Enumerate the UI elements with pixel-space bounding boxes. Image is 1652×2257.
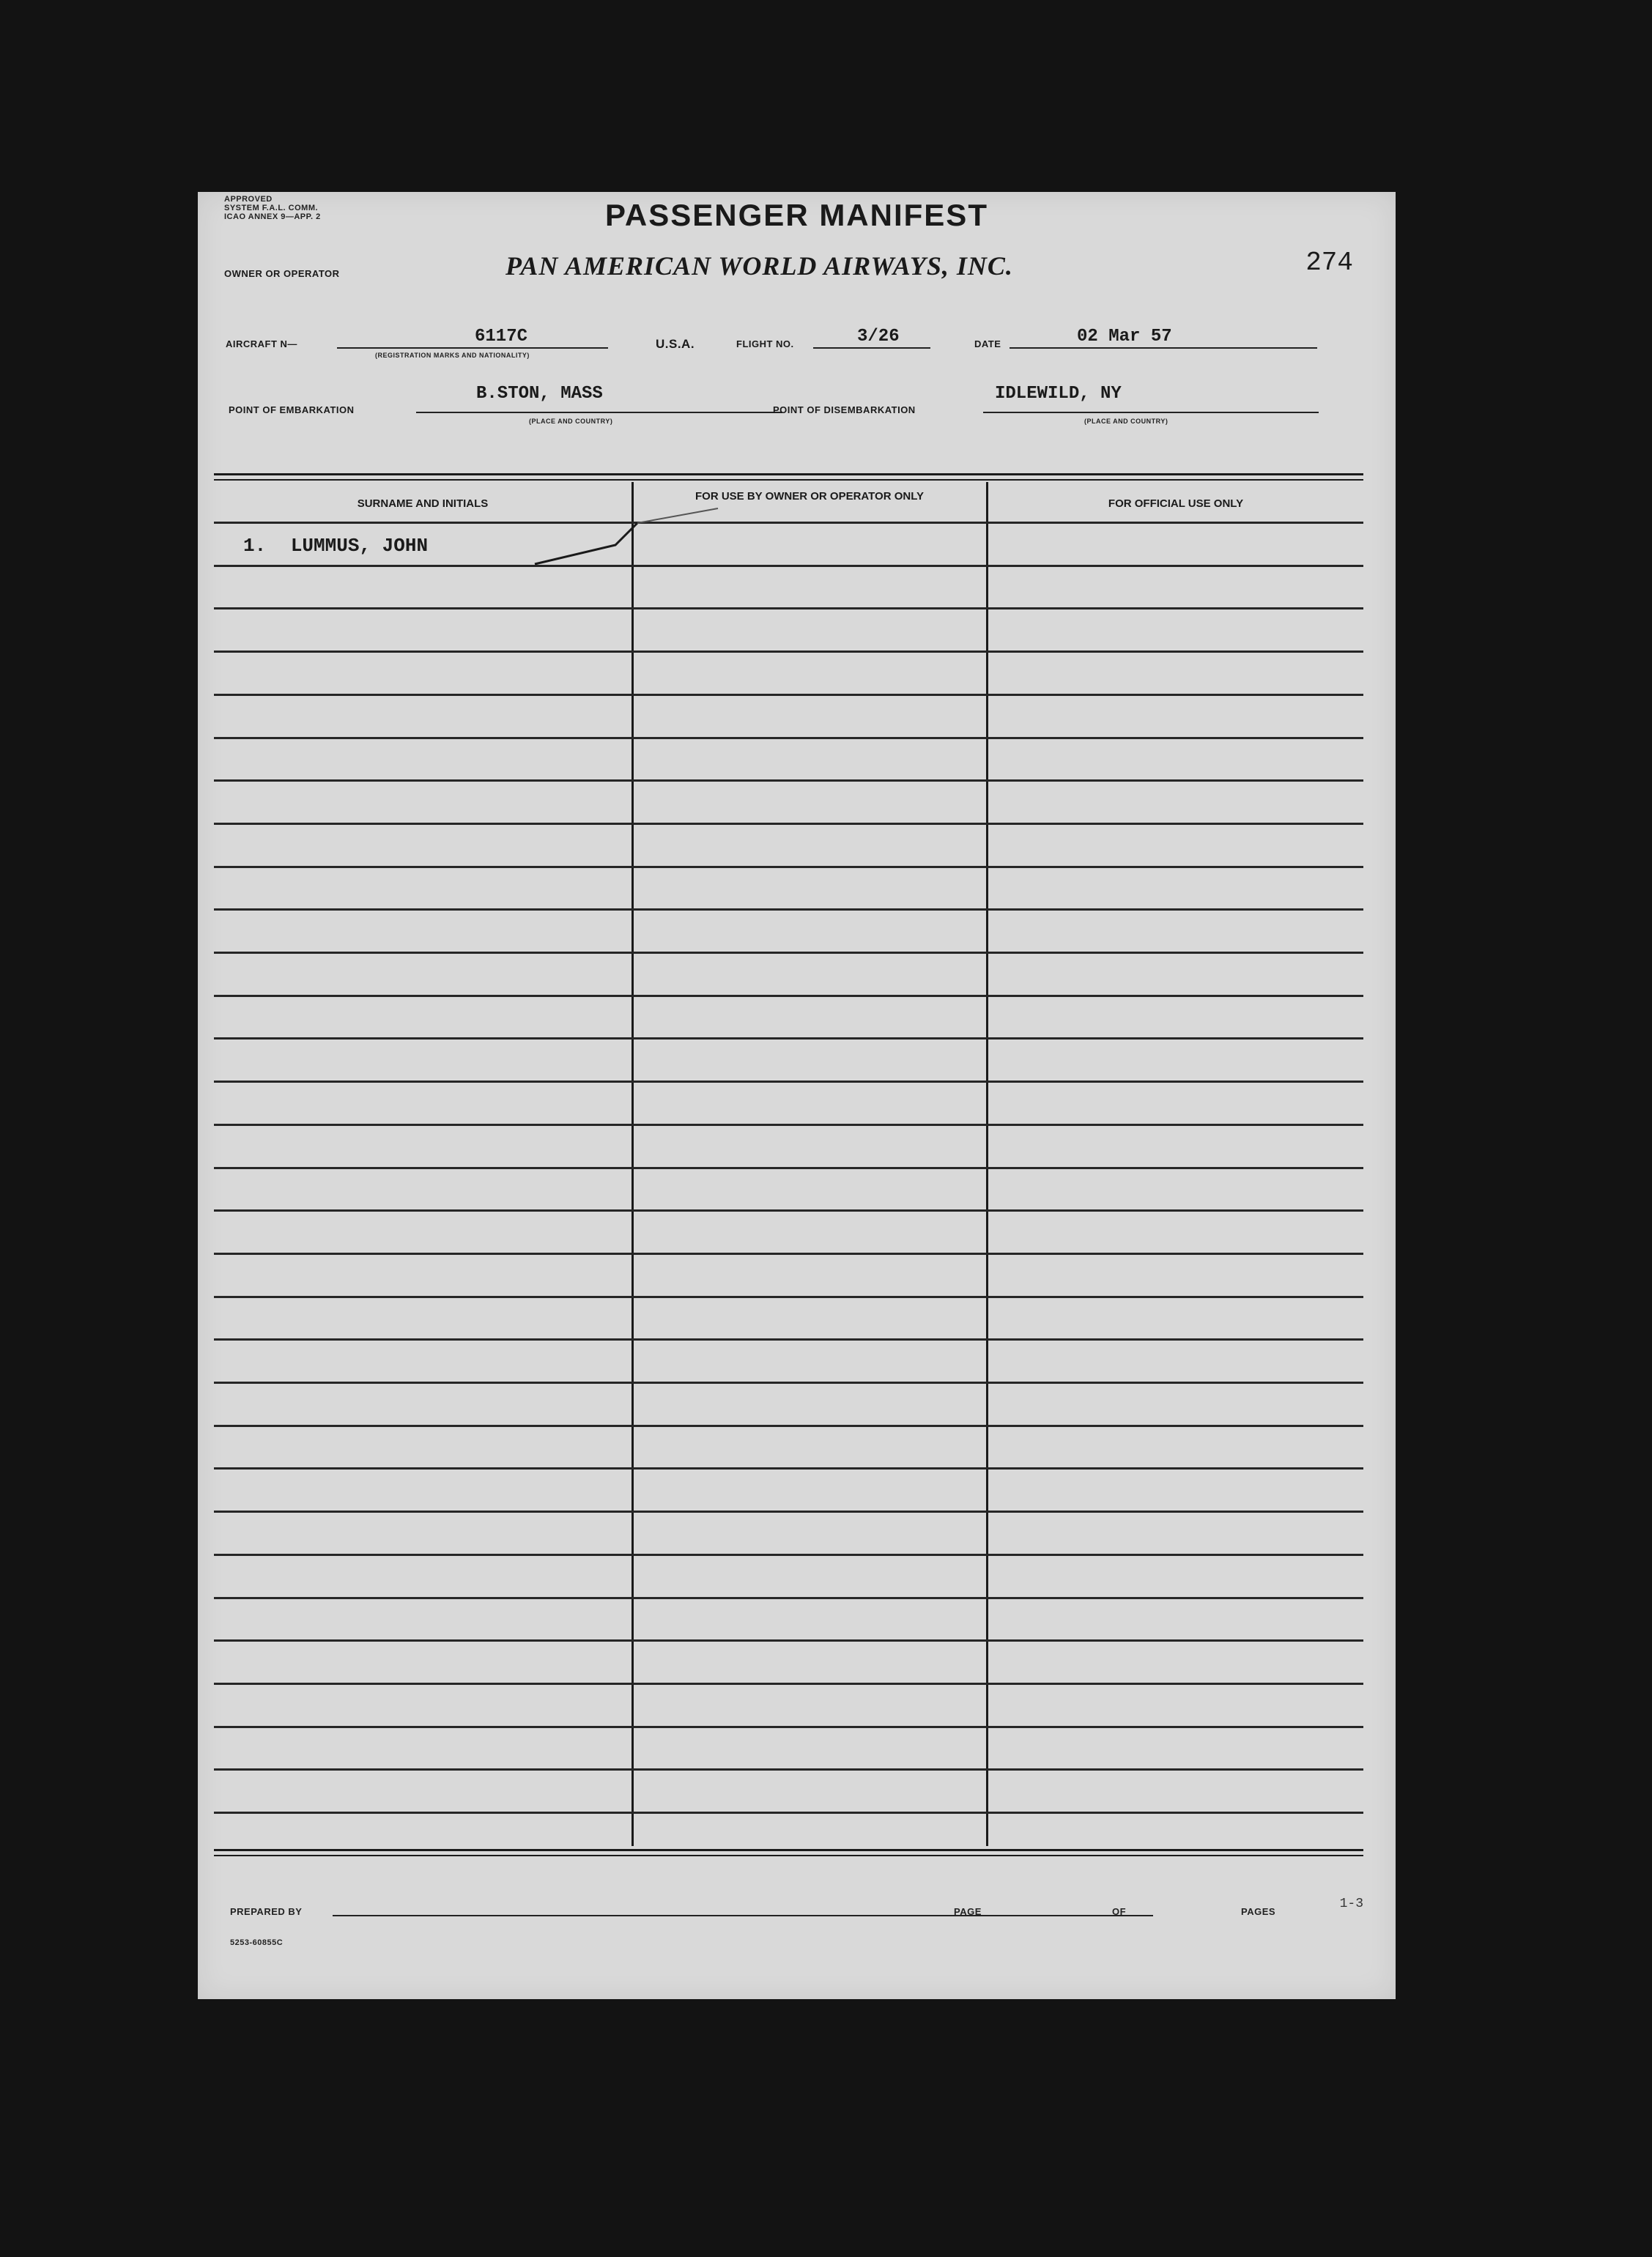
check-mark bbox=[527, 501, 908, 574]
table-row-line bbox=[214, 1296, 1363, 1298]
table-row-line bbox=[214, 1639, 1363, 1642]
table-row-line bbox=[214, 1812, 1363, 1814]
flight-value: 3/26 bbox=[857, 327, 900, 346]
embarkation-value: B.STON, MASS bbox=[476, 384, 603, 404]
operator-name: PAN AMERICAN WORLD AIRWAYS, INC. bbox=[505, 251, 1013, 281]
passenger-name: LUMMUS, JOHN bbox=[290, 535, 429, 557]
table-row-line bbox=[214, 1167, 1363, 1169]
page-label: PAGE bbox=[954, 1906, 982, 1917]
table-bottom-rule bbox=[214, 1855, 1363, 1856]
table-row-line bbox=[214, 1081, 1363, 1083]
table-row-line bbox=[214, 1209, 1363, 1212]
of-label: OF bbox=[1112, 1906, 1127, 1917]
aircraft-label: AIRCRAFT N— bbox=[226, 338, 297, 349]
table-row-line bbox=[214, 1511, 1363, 1513]
column-official-use: FOR OFFICIAL USE ONLY bbox=[1108, 497, 1244, 510]
aircraft-underline bbox=[337, 347, 608, 349]
table-row-line bbox=[214, 1124, 1363, 1126]
table-row-line bbox=[214, 1726, 1363, 1728]
stamp-mark: 1-3 bbox=[1339, 1897, 1363, 1911]
approval-line: SYSTEM F.A.L. COMM. bbox=[224, 204, 319, 212]
aircraft-value: 6117C bbox=[475, 327, 528, 346]
table-row-line bbox=[214, 952, 1363, 954]
embarkation-label: POINT OF EMBARKATION bbox=[229, 404, 355, 415]
table-row-line bbox=[214, 779, 1363, 782]
table-bottom-rule bbox=[214, 1849, 1363, 1851]
embarkation-underline bbox=[416, 412, 782, 413]
table-row-line bbox=[214, 823, 1363, 825]
document-number: 274 bbox=[1305, 248, 1353, 278]
table-top-rule bbox=[214, 479, 1363, 481]
table-row-line bbox=[214, 1338, 1363, 1341]
column-owner-use: FOR USE BY OWNER OR OPERATOR ONLY bbox=[695, 490, 924, 503]
manifest-form bbox=[198, 192, 1396, 1999]
table-row-line bbox=[214, 1425, 1363, 1427]
table-row-line bbox=[214, 694, 1363, 696]
date-label: DATE bbox=[974, 338, 1001, 349]
table-row-line bbox=[214, 607, 1363, 609]
table-row-line bbox=[214, 1382, 1363, 1384]
table-top-rule bbox=[214, 473, 1363, 475]
disembarkation-sublabel: (PLACE AND COUNTRY) bbox=[1084, 418, 1168, 425]
passenger-number: 1. bbox=[243, 535, 267, 557]
form-code: 5253-60855C bbox=[230, 1938, 284, 1947]
table-row-line bbox=[214, 1253, 1363, 1255]
form-title: PASSENGER MANIFEST bbox=[605, 198, 988, 232]
table-row-line bbox=[214, 1554, 1363, 1556]
table-row-line bbox=[214, 737, 1363, 739]
table-row-line bbox=[214, 908, 1363, 911]
embarkation-sublabel: (PLACE AND COUNTRY) bbox=[529, 418, 613, 425]
flight-underline bbox=[813, 347, 930, 349]
table-row-line bbox=[214, 1037, 1363, 1039]
disembarkation-label: POINT OF DISEMBARKATION bbox=[773, 404, 916, 415]
date-value: 02 Mar 57 bbox=[1077, 327, 1172, 346]
flight-label: FLIGHT NO. bbox=[736, 338, 794, 349]
prepared-by-label: PREPARED BY bbox=[230, 1906, 303, 1917]
date-underline bbox=[1010, 347, 1317, 349]
table-row-line bbox=[214, 866, 1363, 868]
passenger-row-1 bbox=[243, 535, 428, 557]
approval-line: APPROVED bbox=[224, 195, 273, 204]
table-row-line bbox=[214, 995, 1363, 997]
footer-underline bbox=[333, 1915, 1153, 1916]
table-row-line bbox=[214, 1683, 1363, 1685]
owner-label: OWNER OR OPERATOR bbox=[224, 268, 340, 279]
table-row-line bbox=[214, 1768, 1363, 1771]
disembarkation-value: IDLEWILD, NY bbox=[995, 384, 1122, 404]
table-row-line bbox=[214, 651, 1363, 653]
disembarkation-underline bbox=[983, 412, 1319, 413]
pages-label: PAGES bbox=[1241, 1906, 1276, 1917]
approval-line: ICAO ANNEX 9—APP. 2 bbox=[224, 212, 321, 221]
column-surname: SURNAME AND INITIALS bbox=[357, 497, 489, 510]
aircraft-sublabel: (REGISTRATION MARKS AND NATIONALITY) bbox=[375, 352, 530, 359]
table-row-line bbox=[214, 1597, 1363, 1599]
nationality: U.S.A. bbox=[656, 337, 695, 351]
table-row-line bbox=[214, 1467, 1363, 1470]
